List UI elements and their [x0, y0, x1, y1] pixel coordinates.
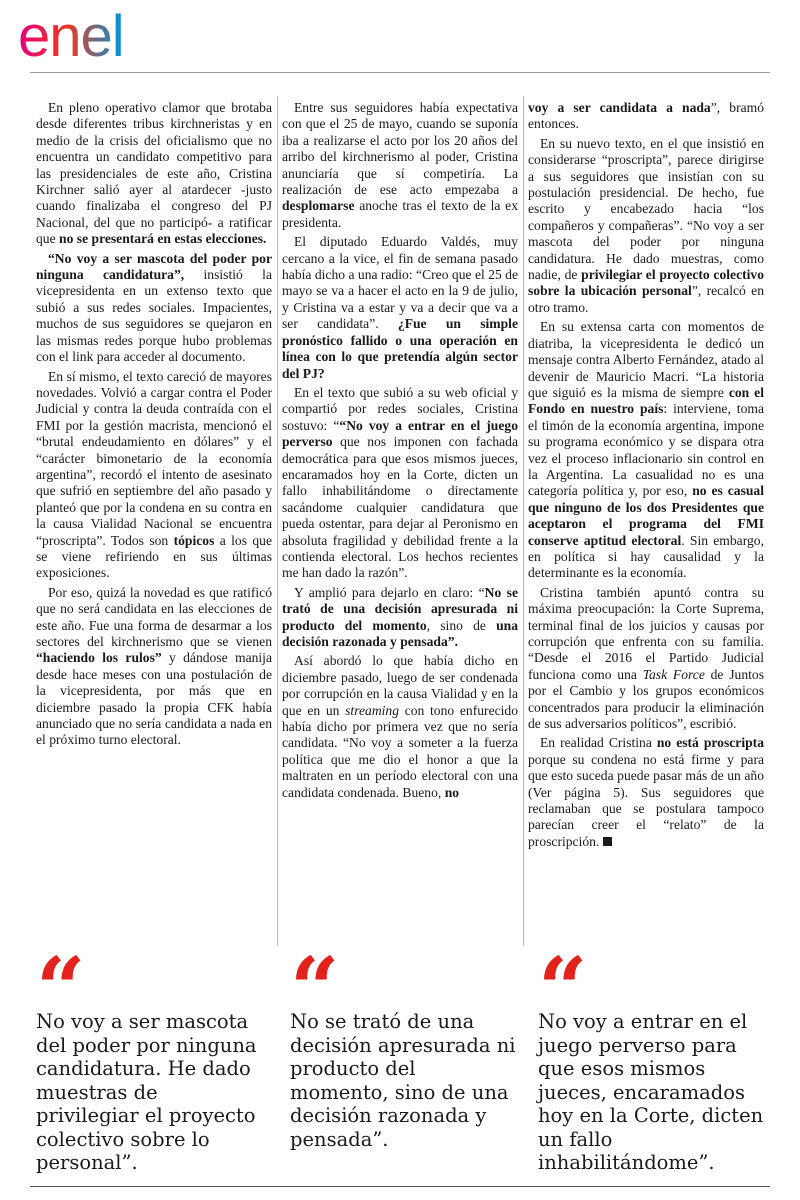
quote-mark-icon: “: [36, 939, 86, 1040]
bold-text: “No voy a entrar en el juego perverso: [282, 417, 518, 450]
bold-text: no: [444, 784, 460, 800]
text-run: En realidad Cristina: [540, 735, 657, 751]
bold-text: ¿Fue un simple pronóstico fallido o una operación en línea con lo que pretendía algún sector del PJ?: [282, 316, 518, 381]
text-run: Así abordó lo que había dicho en diciembre pasado, luego de ser condenada por corrupción en la causa Vialidad y en la que en un: [282, 653, 518, 718]
pull-quote-text: No se trató de una decisión apresurada ni producto del momento, sino de una decisión razonada y pensada”.: [290, 1010, 516, 1151]
pull-quote-3: [538, 939, 774, 1174]
header-rule: [30, 72, 770, 73]
article-paragraph: [528, 585, 764, 733]
article-column-2: [282, 100, 518, 945]
text-run: anoche tras el texto de la ex presidenta.: [282, 198, 518, 230]
article-paragraph: [528, 100, 764, 133]
pull-quote-2: [290, 939, 516, 1166]
bold-text: no está proscripta: [656, 735, 764, 751]
article-column-3: [528, 100, 764, 945]
pull-quote-text: No voy a ser mascota del poder por ninguna candidatura. He dado muestras de privilegiar el proyecto colectivo sobre lo personal”.: [36, 1010, 257, 1174]
enel-logo: [18, 6, 178, 68]
article-body: [36, 100, 764, 945]
quote-mark-icon: “: [538, 939, 588, 1040]
article-column-1: [36, 100, 272, 945]
bold-text: con el Fondo en nuestro país: [528, 384, 764, 417]
article-paragraph: [528, 735, 764, 850]
text-run: insistió la vicepresidenta en un extenso texto que subió a sus redes sociales. Impacientes, muchos de sus seguidores se quejaron en las mismas redes porque hubo problemas con el link para acceder al documento.: [36, 267, 272, 365]
text-run: a los que se viene refiriendo en sus últimas exposiciones.: [36, 532, 272, 581]
bold-text: privilegiar el proyecto colectivo sobre la ubicación personal: [528, 267, 765, 299]
article-paragraph: [36, 585, 272, 749]
text-run: En pleno operativo clamor que brotaba desde diferentes tribus kirchneristas y en medio de la crisis del oficialismo que no encuentra un candidato competitivo para las presidenciales de este año, Cristina Kirchner salió ayer al atardecer -justo cuando finalizaba el congreso del PJ Nacional, del que no participó- a ratificar que: [36, 100, 272, 247]
bold-text: no se presentará en estas elecciones.: [59, 231, 267, 247]
text-run: , sino de: [426, 617, 497, 633]
text-run: y dándose manija desde hace meses con una postulación de la vicepresidenta, por más que en diciembre pasado la propia CFK había anunciado que no sería candidata a nada en el próximo turno electoral.: [36, 650, 272, 748]
text-run: El diputado Eduardo Valdés, muy cercano a la vice, el fin de semana pasado había dicho a una radio: “Creo que el 25 de mayo se va a hacer el acto en la 9 de julio, y Cristina va a estar y va a decir que va a ser candidata”.: [282, 234, 518, 332]
text-run: ”, recalcó en otro tramo.: [528, 283, 764, 315]
text-run: En el texto que subió a su web oficial y compartió por redes sociales, Cristina sostuvo: “: [282, 384, 518, 433]
text-run: de Juntos por el Cambio y los grupos económicos concentrados para producir la eliminación de sus adversarios políticos”, escribió.: [528, 666, 764, 732]
bold-text: “No voy a ser mascota del poder por ninguna candidatura”,: [36, 250, 272, 283]
text-run: . Sin embargo, en política si hay causalidad y la determinante es la economía.: [528, 532, 764, 581]
article-paragraph: [282, 385, 518, 582]
bold-text: “haciendo los rulos”: [36, 650, 162, 666]
article-paragraph: [282, 653, 518, 801]
text-run: Cristina también apuntó contra su máxima preocupación: la Corte Suprema, terminal final de los juicios y causas por corrupción que enfrenta con su familia. “Desde el 2016 el Partido Judicial funciona como una: [528, 584, 764, 682]
text-run: : interviene, toma el timón de la economía argentina, impone su programa económico y se dispara otra vez el proceso inflacionario sin control en la Argentina. La casualidad no es una categoría política y, por eso,: [528, 401, 764, 499]
article-paragraph: [36, 251, 272, 366]
bold-text: tópicos: [173, 532, 215, 548]
column-divider: [523, 96, 524, 946]
text-run: ”, bramó entonces.: [528, 100, 764, 132]
bold-text: desplomarse: [282, 198, 355, 214]
article-paragraph: [282, 234, 518, 382]
pull-quote-text: No voy a entrar en el juego perverso para que esos mismos jueces, encaramados hoy en la Corte, dicten un fallo inhabilitándome”.: [538, 1010, 764, 1174]
text-run: porque su condena no está firme y para que esto suceda puede pasar más de un año (Ver página 5). Sus seguidores que reclamaban que se postulara tampoco parecían creer el “relato” de la proscripción.: [528, 751, 764, 849]
bold-text: voy a ser candidata a nada: [528, 100, 711, 115]
text-run: Entre sus seguidores había expectativa con que el 25 de mayo, cuando se suponía iba a realizarse el acto por los 20 años del arribo del kirchnerismo al poder, Cristina anunciaría que sí competiría. La realización de ese acto empezaba a: [282, 100, 518, 198]
logo-wordmark: enel: [18, 6, 178, 68]
text-run: con tono enfurecido había dicho por primera vez que no sería candidata. “No voy a someter a la fuerza política que me dio el honor a que la maltraten en un período electoral con una candidata condenada. Bueno,: [282, 702, 519, 800]
article-paragraph: [528, 136, 764, 316]
footer-rule: [30, 1186, 770, 1187]
bold-text: No se trató de una decisión apresurada ni producto del momento: [282, 584, 518, 633]
pull-quote-1: [36, 939, 266, 1174]
italic-text: streaming: [345, 702, 400, 718]
end-of-article-icon: [603, 837, 612, 846]
text-run: que nos imponen con fachada democrática para que esos mismos jueces, encaramados hoy en la Corte, dicten un fallo inhabilitándome o directamente sacándome cualquier candidatura que pueda ostentar, para dejar al Peronismo en absoluta fragilidad y debilidad frente a la contienda electoral. Los hechos recientes me han dado la razón”.: [282, 434, 518, 581]
quote-mark-icon: “: [290, 939, 340, 1040]
text-run: Y amplió para dejarlo en claro: “: [294, 584, 485, 600]
text-run: En sí mismo, el texto careció de mayores novedades. Volvió a cargar contra el Poder Judicial y contra la deuda contraída con el FMI por la gestión macrista, mencionó el “brutal endeudamiento en dólares” y el “carácter bimonetario de la economía argentina”, recordó el intento de asesinato que sufrió en septiembre del año pasado y planteó que por la condena en su contra en la causa Vialidad Nacional se encuentra “proscripta”. Todos son: [36, 368, 272, 548]
bold-text: una decisión razonada y pensada”.: [282, 617, 518, 649]
article-paragraph: [528, 319, 764, 582]
text-run: En su nuevo texto, en el que insistió en considerarse “proscripta”, parece dirigirse a sus seguidores que insistían con su postulación presidencial. De hecho, fue escrito y encabezado hacia “los compañeros y compañeras”. “No voy a ser mascota del poder por ninguna candidatura. He dado muestras, como nadie, de: [528, 135, 764, 283]
column-divider: [277, 96, 278, 946]
text-run: En su extensa carta con momentos de diatriba, la vicepresidenta le dedicó un mensaje contra Alberto Fernández, atado al devenir de Mauricio Macri. “La historia que siguió es la misma de siempre: [528, 319, 764, 400]
text-run: Por eso, quizá la novedad es que ratificó que no será candidata en las elecciones de este año. Fue una forma de desarmar a los sectores del kirchnerismo que se vienen: [36, 584, 272, 649]
bold-text: no es casual que ninguno de los dos Presidentes que aceptaron el programa del FMI conserve aptitud electoral: [528, 483, 765, 548]
article-paragraph: [36, 369, 272, 582]
article-paragraph: [282, 100, 518, 231]
article-paragraph: [282, 585, 518, 651]
italic-text: Task Force: [642, 666, 705, 682]
article-paragraph: [36, 100, 272, 248]
